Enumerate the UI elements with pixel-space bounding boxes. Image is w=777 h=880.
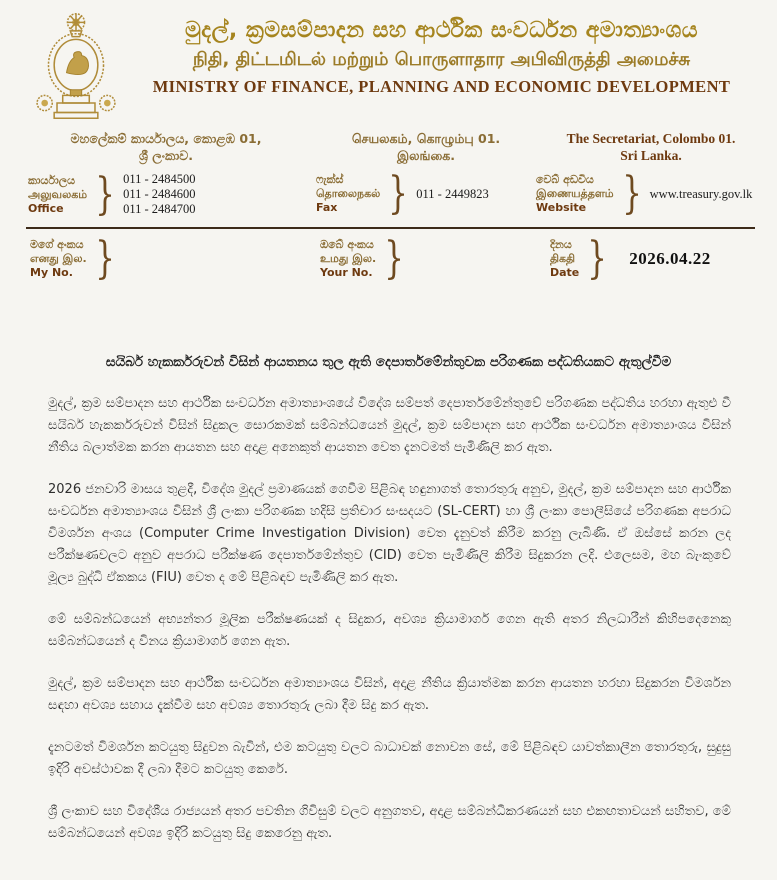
fax-group [316, 168, 536, 219]
brace-glyph: } [384, 233, 405, 284]
brace-glyph: } [94, 233, 115, 284]
office-labels: කාර්යාලය அலுவலகம் Office [28, 173, 88, 215]
paragraph-6: ශ්‍රී ලංකාව සහ විදේශීය රාජ්‍යයන් අතර පවතින ගිවිසුම් වලට අනුගතව, අදාළ සම්බන්ධීකරණයන් සහ එකඟතාවයන් සහිතව, මේ සම්බන්ධයෙන් අවශ්‍ය ඉදිරි කටයුතු සිදු කෙරෙනු ඇත. [48, 804, 731, 841]
fax-number: 011 - 2449823 [416, 186, 489, 201]
letter-body [48, 393, 731, 845]
ministry-name-english: MINISTRY OF FINANCE, PLANNING AND ECONOMIC DEVELOPMENT [152, 77, 731, 96]
date-group [550, 233, 777, 284]
letter-subject: සයිබර් හැකර්කරුවන් විසින් ආයතනය තුල ඇති දෙපාර්තමේන්තුවක පරිගණක පද්ධතියකට ඇතුල්වීම [105, 354, 672, 370]
paragraph-4: මුදල්, ක්‍රම සම්පාදන සහ ආර්ථික සංවර්ධන අමාත්‍යාංශය විසින්, අදාළ නීතිය ක්‍රියාත්මක කරන ආයතන හරහා සිදුකරන විමර්ශන සඳහා අවශ්‍ය සහාය දැක්වීම සහ අවශ්‍ය තොරතුරු ලබා දීම සිදු කර ඇත. [48, 676, 731, 713]
ministry-titles [126, 10, 757, 100]
contact-col-fax [316, 128, 536, 217]
paragraph-3: මේ සම්බන්ධයෙන් අභ්‍යන්තර මූලික පරීක්ෂණයක් ද සිදුකර, අවශ්‍ය ක්‍රියාමාර්ග ගෙන ඇති අතර නිලධාරීන් කිහිපදෙනෙකු සම්බන්ධයෙන් ද විනය ක්‍රියාමාර්ග ගෙන ඇත. [48, 612, 731, 649]
office-phone-group [16, 168, 316, 220]
date-value: 2026.04.22 [629, 249, 711, 268]
your-no-group [320, 233, 550, 284]
paragraph-1: මුදල්, ක්‍රම සම්පාදන සහ ආර්ථික සංවර්ධන අමාත්‍යාංශයේ විදේශ සම්පත් දෙපාර්තමේන්තුවේ පරිගණක පද්ධතිය හරහා ඇතුළු වී සයිබර් හැකර්කරුවන් විසින් සිදුකල සොරකමක් සම්බන්ධයෙන් මුදල්, ක්‍රම සම්පාදන සහ ආර්ථික සංවර්ධන අමාත්‍යාංශය විසින් නීතිය බලාත්මක කරන ආයතන සහ අදාළ අනෙකුත් ආයතන වෙත දැනටමත් පැමිණිලි කර ඇත. [48, 396, 731, 455]
my-no-labels: මගේ අංකය எனது இல. My No. [30, 238, 87, 279]
date-labels: දිනය திகதி Date [550, 238, 580, 279]
your-no-labels: ඔබේ අංකය உமது இல. Your No. [320, 238, 377, 279]
secretariat-address-sinhala: මහලේකම් කාර්යාලය, කොළඹ 01, ශ්‍රී ලංකාව. [70, 131, 262, 163]
sri-lanka-emblem-icon [26, 10, 126, 122]
contact-col-office [16, 128, 316, 220]
brace-glyph: } [95, 168, 115, 220]
my-no-group [30, 233, 320, 284]
brace-glyph: } [388, 168, 409, 219]
letterhead [0, 0, 777, 122]
brace-glyph: } [621, 168, 642, 219]
reference-row [0, 229, 777, 284]
website-group [536, 168, 766, 219]
ministry-name-tamil: நிதி, திட்டமிடல் மற்றும் பொருளாதார அபிவிருத்தி அமைச்சு [192, 49, 691, 70]
contact-block [0, 122, 777, 220]
ministry-name-sinhala: මුදල්, ක්‍රමසම්පාදන සහ ආර්ථික සංවර්ධන අමාත්‍යාංශය [184, 18, 699, 43]
secretariat-address-english: The Secretariat, Colombo 01. Sri Lanka. [566, 131, 736, 163]
brace-glyph: } [587, 233, 608, 284]
fax-labels: ෆැක්ස් தொலைநகல் Fax [316, 173, 381, 214]
paragraph-2: 2026 ජනවාරි මාසය තුළදී, විදේශ මුදල් ප්‍රමාණයක් ගෙවීම පිළිබඳ හඳුනාගත් තොරතුරු අනුව, මුදල්, ක්‍රම සම්පාදන සහ ආර්ථික සංවර්ධන අමාත්‍යාංශය විසින් ශ්‍රී ලංකා පරිගණක හදිසි ප්‍රතිචාර සංසදයට (SL-CERT) හා ශ්‍රී ලංකා පොලීසියේ පරිගණක අපරාධ විමර්ශන අංශය (Computer Crime Investigation Division) වෙත දැනුවත් කිරීම කරනු ලැබිණි. ඒ ඔස්සේ කරන ලද පරීක්ෂණවලට අනුව අපරාධ පරීක්ෂණ දෙපාර්තමේන්තුව (CID) වෙත පැමිණිලි කිරීම සිදුකරන ලදි. එලෙසම, මහ බැංකුවේ මූල්‍ය බුද්ධි ඒකකය (FIU) වෙත ද මේ පිළිබඳව පැමිණිලි කර ඇත. [48, 482, 731, 585]
secretariat-address-tamil: செயலகம், கொழும்பு 01. இலங்கை. [351, 131, 501, 163]
website-labels: වෙබ් අඩවිය இணையத்தளம் Website [536, 173, 614, 214]
paragraph-5: දැනටමත් විමර්ශන කටයුතු සිදුවන බැවින්, එම කටයුතු වලට බාධාවක් නොවන සේ, මේ පිළිබඳව යාවත්කාලීන තොරතුරු, සුදුසු ඉදිරි අවස්ථාවක දී ලබා දීමට කටයුතු කෙරේ. [48, 740, 731, 777]
website-url: www.treasury.gov.lk [649, 186, 753, 201]
office-phone-numbers: 011 - 2484500 011 - 2484600 011 - 2484700 [123, 172, 196, 216]
contact-col-website [536, 128, 766, 217]
